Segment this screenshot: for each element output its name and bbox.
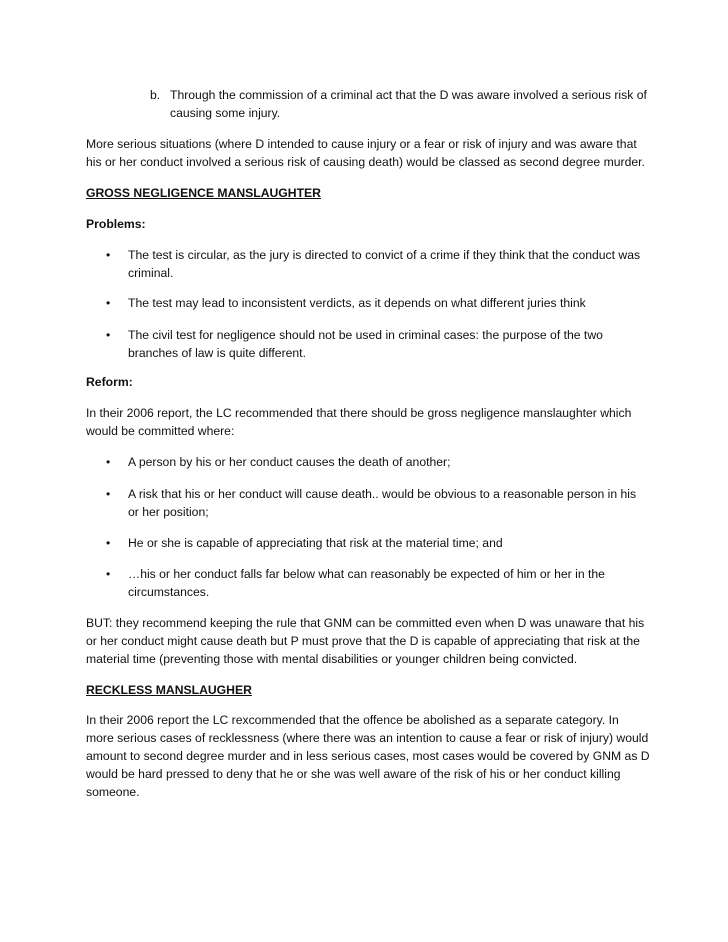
reform-point-3-line-1: He or she is capable of appreciating that risk at the material time; and [128,536,503,550]
reform-point-2-line-1: A risk that his or her conduct will cause death.. would be obvious to a reasonable person in his [128,487,637,501]
reform-intro-line-1: In their 2006 report, the LC recommended that there should be gross negligence manslaughter which [86,406,632,420]
item-b-line-1: Through the commission of a criminal act that the D was aware involved a serious risk of [170,88,647,102]
reckless-paragraph-line-3: amount to second degree murder and in less serious cases, most cases would be covered by GNM as D [86,749,650,763]
bullet-icon: • [106,536,111,550]
problems-label: Problems: [86,217,146,231]
heading-reckless-manslaughter: RECKLESS MANSLAUGHER [86,683,252,697]
paragraph-line: his or her conduct involved a serious risk of causing death) would be classed as second degree murder. [86,155,645,169]
bullet-icon: • [106,328,111,342]
reckless-paragraph-line-4: would be hard pressed to deny that he or she was well aware of the risk of his or her conduct killing [86,767,621,781]
reform-point-4-line-2: circumstances. [128,585,210,599]
problem-1-line-2: criminal. [128,266,174,280]
bullet-icon: • [106,248,111,262]
but-paragraph-line-1: BUT: they recommend keeping the rule that GNM can be committed even when D was unaware that his [86,616,645,630]
problem-1-line-1: The test is circular, as the jury is directed to convict of a crime if they think that the conduct was [128,248,641,262]
reckless-paragraph-line-2: more serious cases of recklessness (where there was an intention to cause a fear or risk of injury) would [86,731,649,745]
bullet-icon: • [106,487,111,501]
reform-point-4-line-1: …his or her conduct falls far below what can reasonably be expected of him or her in the [128,567,605,581]
problem-3-line-2: branches of law is quite different. [128,346,306,360]
problem-2-line-1: The test may lead to inconsistent verdicts, as it depends on what different juries think [128,296,586,310]
but-paragraph-line-2: or her conduct might cause death but P must prove that the D is capable of appreciating that risk at the [86,634,640,648]
reform-point-2-line-2: or her position; [128,505,209,519]
but-paragraph-line-3: material time (preventing those with mental disabilities or younger children being convicted. [86,652,578,666]
reckless-paragraph-line-1: In their 2006 report the LC rexcommended that the offence be abolished as a separate category. In [86,713,619,727]
list-marker-b: b. [150,88,161,102]
bullet-icon: • [106,296,111,310]
bullet-icon: • [106,567,111,581]
item-b-line-2: causing some injury. [170,106,281,120]
reform-label: Reform: [86,375,133,389]
reform-intro-line-2: would be committed where: [86,424,235,438]
problem-3-line-1: The civil test for negligence should not be used in criminal cases: the purpose of the two [128,328,603,342]
paragraph-line: More serious situations (where D intended to cause injury or a fear or risk of injury and was aware that [86,137,637,151]
heading-gross-negligence: GROSS NEGLIGENCE MANSLAUGHTER [86,186,321,200]
reform-point-1-line-1: A person by his or her conduct causes the death of another; [128,455,451,469]
bullet-icon: • [106,455,111,469]
reckless-paragraph-line-5: someone. [86,785,140,799]
